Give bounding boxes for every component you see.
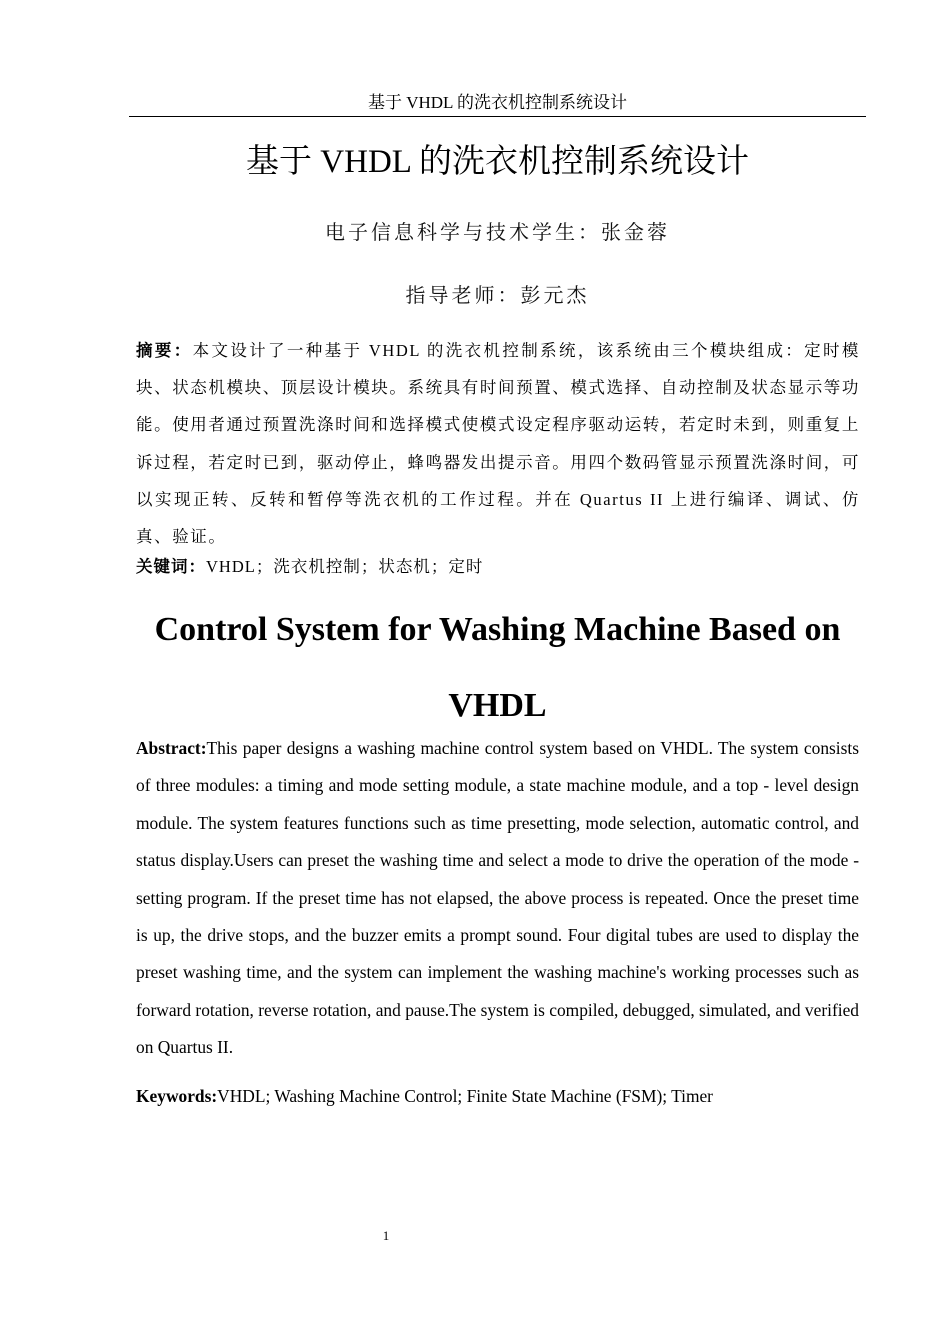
chinese-advisor-line: 指导老师：彭元杰 <box>405 285 590 307</box>
english-title: Control System for Washing Machine Based on VHDL <box>154 611 841 724</box>
chinese-keywords <box>136 553 860 581</box>
english-abstract <box>136 730 859 1067</box>
english-abstract-text: This paper designs a washing machine control system based on VHDL. The system consists of three modules: a timing and mode setting module, a state machine module, and a top - level design module. The system features functions such as time presetting, mode selection, automatic control, and status display.Users can preset the washing time and select a mode to drive the operation of the mode - setting program. If the preset time has not elapsed, the above process is repeated. Once the preset time is up, the drive stops, and the buzzer emits a prompt sound. Four digital tubes are used to display the preset washing time, and the system can implement the washing machine's working processes such as forward rotation, reverse rotation, and pause.The system is compiled, debugged, simulated, and verified on Quartus II. <box>136 738 859 1058</box>
chinese-abstract-label: 摘要： <box>136 341 193 360</box>
chinese-title: 基于 VHDL 的洗衣机控制系统设计 <box>246 144 749 180</box>
chinese-author-line: 电子信息科学与技术学生：张金蓉 <box>325 222 670 244</box>
english-abstract-label: Abstract: <box>136 738 207 758</box>
page-number: 1 <box>382 1228 390 1243</box>
running-header: 基于 VHDL 的洗衣机控制系统设计 <box>367 93 628 112</box>
header-rule <box>129 116 866 117</box>
chinese-keywords-label: 关键词： <box>136 557 206 576</box>
chinese-abstract <box>136 332 860 555</box>
english-keywords <box>136 1082 859 1110</box>
english-keywords-label: Keywords: <box>136 1086 218 1106</box>
chinese-keywords-text: VHDL；洗衣机控制；状态机；定时 <box>206 557 484 576</box>
chinese-abstract-text: 本文设计了一种基于 VHDL 的洗衣机控制系统，该系统由三个模块组成：定时模块、状态机模块、顶层设计模块。系统具有时间预置、模式选择、自动控制及状态显示等功能。使用者通过预置洗涤时间和选择模式使模式设定程序驱动运转，若定时未到，则重复上诉过程，若定时已到，驱动停止，蜂鸣器发出提示音。用四个数码管显示预置洗涤时间，可以实现正转、反转和暂停等洗衣机的工作过程。并在 Quartus II 上进行编译、调试、仿真、验证。 <box>136 341 860 547</box>
english-keywords-text: VHDL; Washing Machine Control; Finite State Machine (FSM); Timer <box>217 1086 713 1106</box>
